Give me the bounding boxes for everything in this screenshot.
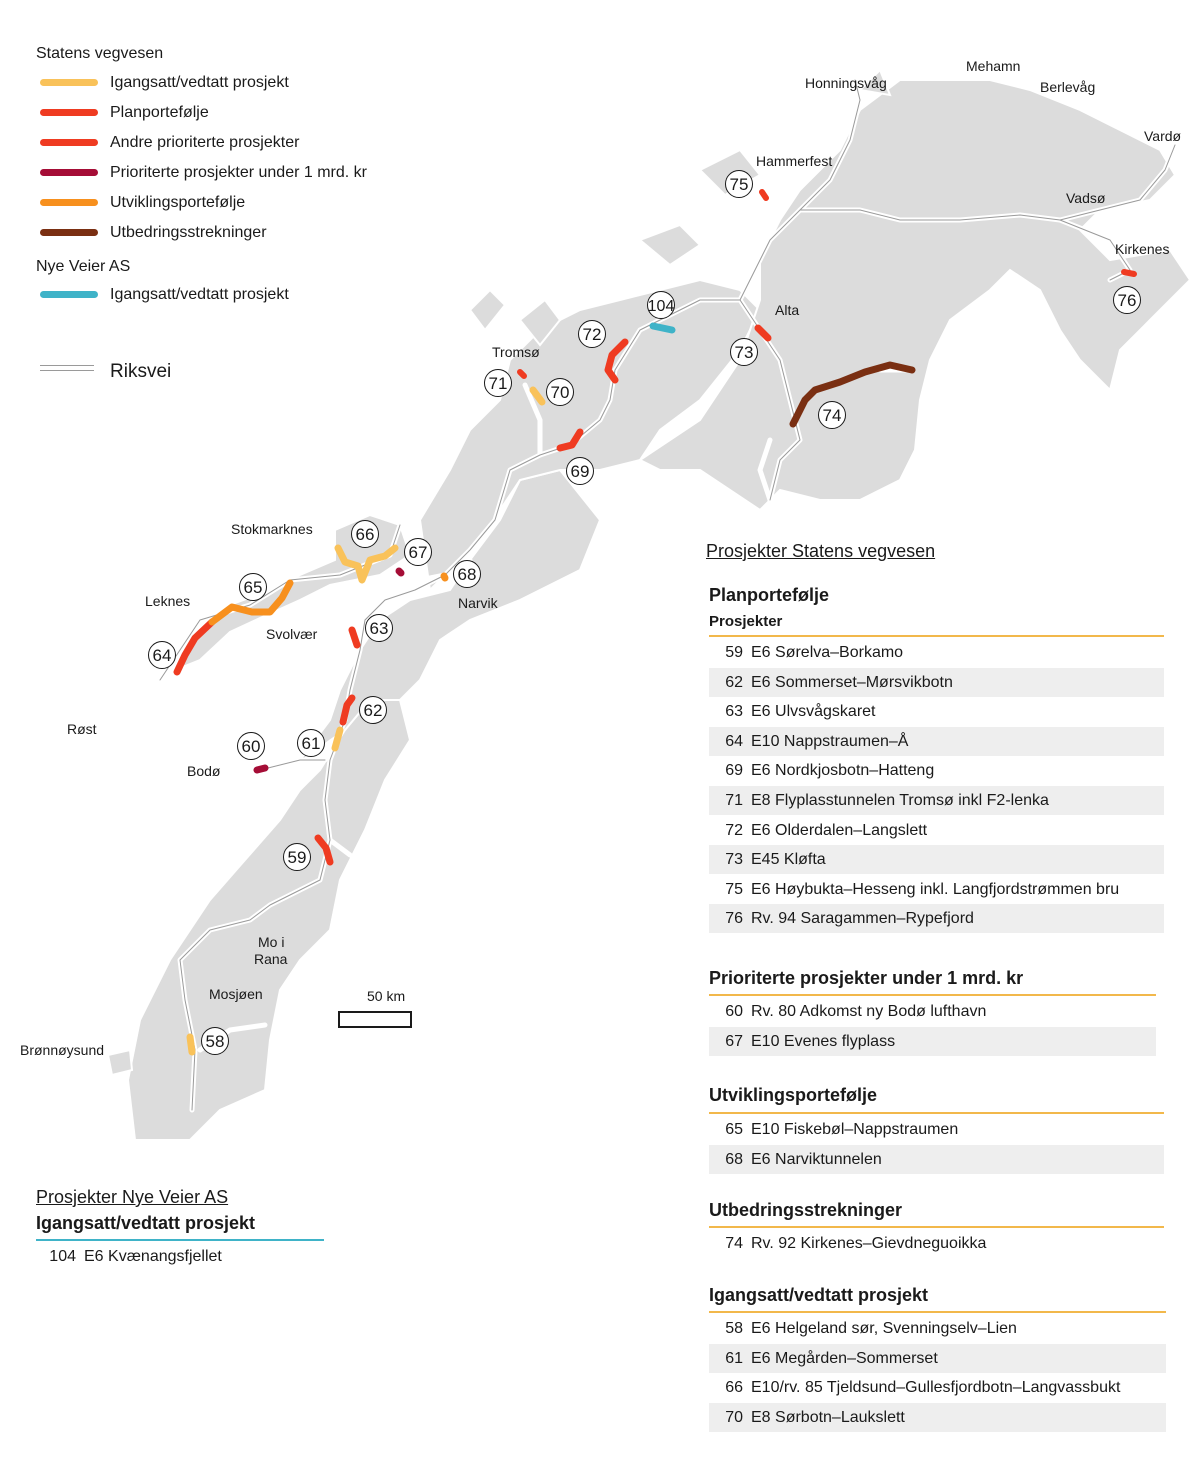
row-number: 67 (725, 1032, 743, 1050)
marker-label: 66 (355, 525, 375, 544)
legend-label: Prioriterte prosjekter under 1 mrd. kr (110, 164, 367, 181)
row-name: E6 Helgeland sør, Svenningselv–Lien (751, 1320, 1017, 1337)
table-row (709, 845, 1164, 874)
place-label: Mo i (258, 934, 285, 950)
row-name: E6 Olderdalen–Langslett (751, 821, 928, 839)
segment-61 (335, 730, 340, 748)
row-name: E8 Sørbotn–Laukslett (751, 1408, 905, 1426)
marker-label: 68 (457, 565, 477, 584)
segment-75 (762, 192, 766, 198)
category-title: Planportefølje (709, 585, 830, 605)
table-row (709, 1229, 1164, 1258)
row-number: 59 (725, 644, 743, 661)
place-label: Berlevåg (1040, 79, 1096, 95)
land-mass (108, 70, 1190, 1140)
place-label: Røst (67, 721, 97, 737)
row-name: E6 Nordkjosbotn–Hatteng (751, 762, 935, 780)
category-title: Igangsatt/vedtatt prosjekt (709, 1285, 929, 1305)
marker-63 (366, 615, 393, 642)
table-row (709, 786, 1164, 815)
legend-swatch-igangsatt (40, 79, 98, 86)
table-row (709, 756, 1164, 785)
table-row (709, 1115, 1164, 1144)
row-number: 74 (725, 1235, 743, 1252)
category-title: Utviklingsportefølje (709, 1085, 878, 1105)
table-row (709, 1027, 1156, 1056)
row-name: E10 Nappstraumen–Å (751, 732, 909, 750)
marker-65 (240, 574, 267, 601)
table-row (709, 1403, 1166, 1432)
segment-68 (444, 576, 445, 578)
marker-72 (579, 321, 606, 348)
marker-label: 75 (729, 175, 749, 194)
scale-bar (339, 1012, 411, 1027)
place-label: Mehamn (966, 58, 1021, 74)
legend-heading-nye-veier: Nye Veier AS (36, 258, 131, 275)
row-name: Rv. 92 Kirkenes–Gievdneguoikka (751, 1235, 987, 1252)
category-title: Prioriterte prosjekter under 1 mrd. kr (709, 968, 1024, 988)
row-number: 75 (725, 880, 743, 898)
row-number: 65 (725, 1121, 743, 1138)
marker-75 (726, 171, 753, 198)
marker-label: 59 (287, 848, 307, 867)
marker-label: 71 (488, 374, 508, 393)
row-number: 104 (49, 1248, 76, 1265)
marker-67 (405, 539, 432, 566)
row-name: E10/rv. 85 Tjeldsund–Gullesfjordbotn–Langvassbukt (751, 1379, 1121, 1397)
legend-swatch-planportefolje (40, 109, 98, 116)
category-rule (709, 994, 1156, 996)
marker-61 (298, 730, 325, 757)
row-name: Rv. 94 Saragammen–Rypefjord (751, 910, 974, 928)
place-label: Kirkenes (1115, 241, 1170, 257)
row-number: 66 (725, 1379, 743, 1397)
row-number: 76 (725, 910, 743, 928)
category-rule (36, 1239, 324, 1241)
marker-label: 73 (734, 343, 754, 362)
row-number: 71 (725, 792, 743, 809)
row-name: Rv. 80 Adkomst ny Bodø lufthavn (751, 1003, 987, 1020)
legend-label-riksvei: Riksvei (110, 361, 172, 382)
marker-74 (819, 402, 846, 429)
row-name: E6 Ulvsvågskaret (751, 703, 876, 721)
table-row (709, 1314, 1166, 1343)
segment-71 (520, 372, 524, 376)
row-number: 68 (725, 1150, 743, 1168)
table-row (709, 1145, 1164, 1174)
table-row (709, 875, 1164, 904)
place-label: Svolvær (266, 626, 318, 642)
segment-104 (653, 326, 672, 330)
category-rule (709, 1112, 1164, 1114)
nye-veier-title: Prosjekter Nye Veier AS (36, 1187, 229, 1207)
marker-76 (1114, 287, 1141, 314)
row-number: 58 (725, 1320, 743, 1337)
marker-label: 60 (241, 737, 261, 756)
row-number: 70 (725, 1408, 743, 1426)
place-label: Vadsø (1066, 190, 1106, 206)
segment-67 (399, 571, 401, 573)
row-number: 63 (725, 703, 743, 721)
table-row (709, 904, 1164, 933)
marker-73 (731, 339, 758, 366)
row-name: E45 Kløfta (751, 851, 826, 869)
row-number: 73 (725, 851, 743, 869)
marker-104 (648, 292, 675, 319)
marker-label: 58 (205, 1032, 225, 1051)
legend-swatch-riksvei (40, 365, 94, 371)
marker-label: 61 (301, 734, 321, 753)
scale-bar-label: 50 km (367, 988, 406, 1004)
legend-label: Planportefølje (110, 104, 209, 121)
marker-label: 69 (570, 462, 590, 481)
place-label: Vardø (1144, 128, 1182, 144)
table-row (709, 1344, 1166, 1373)
legend-swatch-utvikling (40, 199, 98, 206)
marker-label: 76 (1117, 291, 1137, 310)
place-label: Leknes (145, 593, 191, 609)
marker-68 (454, 561, 481, 588)
marker-label: 104 (647, 298, 675, 315)
row-name: E6 Sommerset–Mørsvikbotn (751, 673, 953, 691)
table-row (709, 668, 1164, 697)
nye-veier-category: Igangsatt/vedtatt prosjekt (36, 1213, 256, 1233)
category-rule (709, 1311, 1166, 1313)
segment-63 (352, 630, 357, 645)
place-label: Stokmarknes (231, 521, 313, 537)
table-row (709, 697, 1164, 726)
place-label: Tromsø (492, 344, 540, 360)
place-label: Rana (254, 951, 288, 967)
row-number: 60 (725, 1003, 743, 1020)
segment-60 (257, 768, 265, 770)
legend-swatch-utbedring (40, 229, 98, 236)
place-label: Bodø (187, 763, 221, 779)
legend-swatch-andre (40, 139, 98, 146)
marker-69 (567, 458, 594, 485)
table-row (709, 1373, 1166, 1402)
marker-62 (360, 697, 387, 724)
place-label: Mosjøen (209, 986, 263, 1002)
marker-label: 67 (408, 543, 428, 562)
legend-swatch-under-1mrd (40, 169, 98, 176)
category-rule (709, 635, 1164, 637)
marker-64 (149, 642, 176, 669)
row-number: 62 (725, 673, 743, 691)
row-name: E6 Megården–Sommerset (751, 1349, 938, 1367)
table-row (709, 727, 1164, 756)
marker-label: 63 (369, 619, 389, 638)
segment-58 (190, 1037, 192, 1052)
table-row (709, 816, 1164, 845)
row-name: E10 Evenes flyplass (751, 1032, 896, 1050)
marker-58 (202, 1028, 229, 1055)
row-number: 64 (725, 732, 743, 750)
legend-swatch-nye-veier (40, 291, 98, 298)
row-name: E10 Fiskebøl–Nappstraumen (751, 1121, 959, 1138)
marker-label: 72 (582, 325, 602, 344)
legend-label: Utbedringsstrekninger (110, 224, 267, 241)
legend-label: Andre prioriterte prosjekter (110, 134, 300, 151)
marker-label: 70 (550, 383, 570, 402)
legend-heading-svv: Statens vegvesen (36, 45, 164, 62)
row-name: E8 Flyplasstunnelen Tromsø inkl F2-lenka (751, 792, 1049, 809)
category-subtitle: Prosjekter (709, 613, 783, 630)
legend-label: Igangsatt/vedtatt prosjekt (110, 74, 289, 91)
marker-70 (547, 379, 574, 406)
row-name: E6 Narviktunnelen (751, 1150, 882, 1168)
marker-60 (238, 733, 265, 760)
place-label: Honningsvåg (805, 75, 887, 91)
marker-label: 65 (243, 578, 263, 597)
segment-76 (1124, 272, 1134, 274)
category-rule (709, 1226, 1164, 1228)
table-row (709, 997, 1156, 1026)
legend-label: Igangsatt/vedtatt prosjekt (110, 286, 289, 303)
table-row (709, 638, 1164, 667)
row-number: 72 (725, 821, 743, 839)
legend-label: Utviklingsportefølje (110, 194, 246, 211)
marker-label: 62 (363, 701, 383, 720)
row-number: 69 (725, 762, 743, 780)
svv-title: Prosjekter Statens vegvesen (706, 541, 936, 561)
row-name: E6 Sørelva–Borkamo (751, 644, 904, 661)
place-label: Brønnøysund (20, 1042, 105, 1058)
table-row (36, 1242, 324, 1271)
row-name: E6 Høybukta–Hesseng inkl. Langfjordstrømmen bru (751, 880, 1120, 898)
place-label: Hammerfest (756, 153, 833, 169)
marker-label: 64 (152, 646, 172, 665)
row-number: 61 (725, 1349, 743, 1367)
place-label: Narvik (458, 595, 498, 611)
category-title: Utbedringsstrekninger (709, 1200, 903, 1220)
marker-66 (352, 521, 379, 548)
marker-59 (284, 844, 311, 871)
marker-71 (485, 370, 512, 397)
row-name: E6 Kvænangsfjellet (84, 1248, 222, 1265)
marker-label: 74 (822, 406, 842, 425)
place-label: Alta (775, 302, 800, 318)
